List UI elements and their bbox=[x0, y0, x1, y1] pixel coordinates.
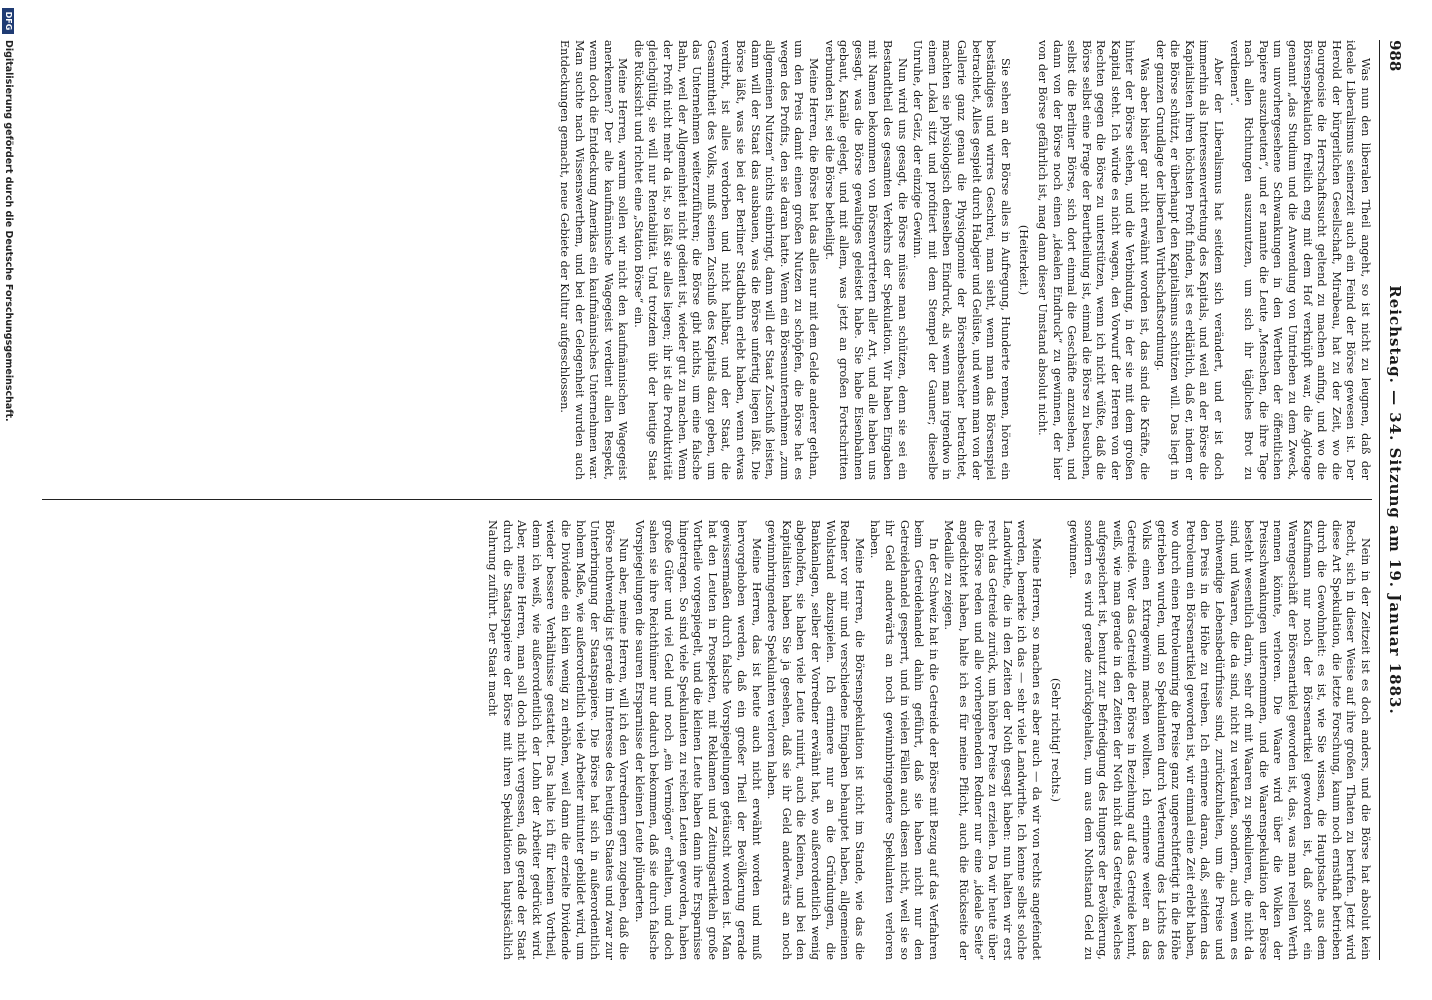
paragraph: Meine Herren, so machen es aber auch — da wir von rechts angefeindet werden, bemerke ich das — sehr viele Landwirthe. Ich kenne selbst solche Landwirthe, die in den Zeiten der Noth gesagt haben: nun halten wir erst recht das Getreide zurück, um höhere Preise zu erzielen. Da wir heute über die Börse reden und alle vorhergehenden Redner nur eine „ideale Seite“ angedichtet haben, halte ich es für meine Pflicht, auch die Rückseite der Medaille zu zeigen. bbox=[942, 520, 1043, 960]
left-column bbox=[52, 40, 1372, 480]
paragraph: In der Schweiz hat in die Getreide der Börse mit Bezug auf das Verfahren beim Getreidehandel dahin geführt, daß sie haben nicht nur den Getreidehandel gesperrt, und in vielen Fällen auch diesen nicht, weil sie so ihr Geld anderwärts an noch gewinnbringendere Spekulanten verloren haben. bbox=[868, 520, 940, 960]
dfg-logo: DFG bbox=[2, 8, 14, 34]
paragraph: Sie sehen an der Börse alles in Aufregung, Hunderte rennen, hören ein beständiges und wirres Geschrei, man sieht, wenn man das Börsenspiel betrachtet, Alles gespielt durch Habgier und Gelüste, und wenn man von der Gallerie ganz genau die Physiognomie der Börsenbesucher betrachtet, machten sie physiologisch denselben Eindruck, als wenn man irgendwo in einem Lokal sitzt und profitiert mit dem Stempel der Gauner; dieselbe Unruhe, der Geiz, der einzige Gewinn. bbox=[911, 40, 1012, 480]
page-header bbox=[1382, 40, 1404, 960]
digitization-footer bbox=[0, 0, 14, 1000]
right-column bbox=[52, 520, 1372, 960]
applause-note: (Sehr richtig! rechts.) bbox=[1048, 677, 1062, 803]
paragraph: Meine Herren, warum sollen wir nicht den kaufmännischen Wagegeist anerkennen? Der alte kaufmännische Wagegeist verdient allen Respekt, wenn doch die Entdeckung Amerikas ein kaufmännisches Unternehmen war. Man suchte nach Wissenswerthem, und bei der Gelegenheit wurden auch Entdeckungen gemacht, neue Gebiete der Kultur aufgeschlossen. bbox=[557, 40, 630, 480]
paragraph: Aber der Liberalismus hat seitdem sich verändert, und er ist doch immerhin als Interessenvertretung des Kapitals, und weil an der Börse die Kapitalisten ihren höchsten Profit finden, ist es erklärlich, daß er, indem er die Börse schützt, er überhaupt den Kapitalismus schützen will. Das liegt in der ganzen Grundlage der liberalen Wirthschaftsordnung. bbox=[1153, 40, 1226, 480]
paragraph: Was nun den liberalen Theil angeht, so ist nicht zu leugnen, daß der ideale Liberalismus seinerzeit auch ein Feind der Börse gewesen ist. Der Herold der bürgerlichen Gesellschaft, Mirabeau, hat zu der Zeit, wo die Bourgeoisie die Herrschaftssucht geltend zu machen anfing, und wo die Börsenspekulation freilich eng mit dem Hof verknüpft war, die Agiotage genannt „das Studium und die Anwendung von Umtrieben zu dem Zweck, um unvorhergesehene Schwankungen in den Werthen der öffentlichen Papiere auszubeuten“, und er nannte die Leute „Menschen, die ihre Tage nach allen Richtungen auszunutzen, um sich ihr tägliches Brot zu verdienen“. bbox=[1227, 40, 1372, 480]
paragraph: Nun wird uns gesagt, die Börse müsse man schützen, denn sie sei ein Bestandtheil des gesamten Verkehrs der Spekulation. Wir haben Eingaben mit Namen bekommen von Börsenvertretern aller Art, und alle haben uns gesagt, was die Börse gewaltiges geleistet habe. Sie habe Eisenbahnen gebaut, Kanäle gelegt, und mit allem, was jetzt an großen Fortschritten verbunden ist, sei die Börse betheiligt. bbox=[822, 40, 909, 480]
paragraph: Meine Herren, die Börse hat das alles nur mit dem Gelde anderer gethan, um den Preis damit einen großen Nutzen zu schöpfen, die Börse hat es wegen des Profits, den sie daran hatte. Wenn ein Börsenunternehmen „zum allgemeinen Nutzen“ nichts einbringt, dann will der Staat Zuschuß leisten, dann will der Staat das ausbauen, was die Börse unfertig liegen läßt. Die Börse läßt, was sie bei der Berliner Stadtbahn erlebt haben, wenn etwas verdirbt, ist alles verdorben und nicht haltbar, und der Staat, die Gesammtheit des Volks, muß seinen Zuschuß des Kapitals dazu geben, um das Unternehmen weiterzuführen; die Börse gibt nichts, um eine falsche Bahn, weil der Allgemeinheit nicht gedient ist, wieder gut zu machen. Wenn der Profit nicht mehr da ist, so läßt sie alles liegen; ihr ist die Produktivität gleichgültig, sie will nur Rentabilität. Und trotzdem übt der heutige Staat die Rücksicht und richtet eine „Station Börse“ ein. bbox=[631, 40, 821, 480]
footer-text: Digitalisierung gefördert durch die Deutsche Forschungsgemeinschaft. bbox=[3, 40, 14, 422]
page-title: Reichstag. — 34. Sitzung am 19. Januar 1883. bbox=[1386, 285, 1404, 715]
paragraph: Nein in der Zeitzeit ist es doch anders, und die Börse hat absolut kein Recht, sich in dieser Weise auf ihre großen Thaten zu berufen. Jetzt wird diese Art Spekulation, die letzte Forschung, kaum noch ernsthaft betrieben durch die Gewohnheit: es ist, wie Sie wissen, die Hauptsache aus dem Kaufmann nur noch der Börsenartikel geworden ist, daß sofort ein Warengeschäft der Börsenartikel geworden ist, das, was man reellen Werth nennen könnte, verloren. Die Waare wird über die Wolken der Preisschwankungen unternommen, und die Waarenspekulation der Börse besteht wesentlich darin, sehr oft mit Waaren zu spekulieren, die nicht da sind, und Waaren, die da sind, nicht zu verkaufen, sondern, auch wenn es nothwendige Lebensbedürfnisse sind, zurückzuhalten, um die Preise und den Preis in die Höhe zu treiben. Ich erinnere daran, daß, seitdem das Petroleum ein Börsenartikel geworden ist, wir einmal eine Zeit erlebt haben, wo durch einen Petroleumring die Preise ganz ungerechtfertigt in die Höhe getrieben wurden, und so Spekulanten durch Verteuerung des Lichts des Volks einen Extragewinn machen wollten. Ich erinnere weiter an das Getreide. Wer das Getreide der Börse in Beziehung auf das Getreide kennt, weiß, wie man gerade in den Zeiten der Noth nicht das Getreide, welches aufgespeichert ist, benutzt zur Befriedigung des Hungers der Bevölkerung, sondern es wird gerade zurückgehalten, um aus dem Nothstand Geld zu gewinnen. bbox=[1067, 520, 1372, 960]
header-rule bbox=[1379, 40, 1380, 960]
paragraph: Was aber bisher gar nicht erwähnt worden ist, das sind die Kräfte, die hinter der Börse stehen, und die Verbindung, in der sie mit dem großen Kapital steht. Ich würde es nicht wagen, den Vorwurf der Herren von der Rechten gegen die Börse zu unterstützen, wenn ich nicht wüßte, daß die Börse selbst eine Frage der Beurtheilung ist, einmal die Börse zu besuchen, selbst die Berliner Börse, sich dort einmal die Geschäfte anzusehen, und dann von der Börse noch einen „idealen Eindruck“ zu gewinnen, der hier von der Börse gefährlich ist, mag dann dieser Umstand absolut nicht. bbox=[1035, 40, 1152, 480]
paragraph: Nun aber, meine Herren, will ich den Vorrednern gern zugeben, daß die Börse nothwendig ist gerade im Interesse des heutigen Staates und zwar zur Unterbringung der Staatspapiere. Die Börse hat sich in außerordentlich hohem Maße, wie außerordentlich viele Arbeiter mitunter gebildet wird, um die Dividende ein klein wenig zu erhöhen, weil dann die erzielte Dividende wieder bessere Verhältnisse gestattet. Das halte ich für keinen Vortheil, denn ich weiß, wie außerordentlich der Lohn der Arbeiter gedrückt wird. Aber, meine Herren, man soll doch nicht vergessen, daß gerade der Staat durch die Staatspapiere der Börse mit ihren Spekulationen hauptsächlich Nahrung zuführt. Der Staat macht bbox=[485, 520, 631, 960]
applause-note: (Heiterkeit.) bbox=[1017, 224, 1031, 296]
column-divider bbox=[42, 499, 1372, 500]
paragraph: Meine Herren, das ist heute auch nicht erwähnt worden und muß hervorgehoben werden, daß ein großer Theil der Bevölkerung gerade gewissermaßen durch falsche Vorspiegelungen getäuscht worden ist. Man hat den Leuten in Prospekten, mit Reklamen und Zeitungsartikeln große Vortheile vorgespiegelt, und die kleinen Leute haben dann ihre Ersparnisse hingetragen. So sind viele Spekulanten zu reichen Leuten geworden, haben große Güter und viel Geld und noch „ein Vermögen“ erhalten, und doch sahen sie ihre Reichthümer nur dadurch bekommen, daß sie durch falsche Vorspiegelungen die sauren Ersparnisse der kleinen Leute plünderten. bbox=[632, 520, 763, 960]
paragraph: Meine Herren, die Börsenspekulation ist nicht im Stande, wie das die Redner vor mir und verschiedene Eingaben behauptet haben, allgemeinen Wohlstand abzuspielen. Ich erinnere nur an die Gründungen, die Bankanlagen, selber der Vorredner erwähnt hat, wo außerordentlich wenig abgeholfen, sie haben viele Leute ruinirt, auch die Kleinen, und bei den Kapitalisten haben Sie ja gesehen, daß sie ihr Geld anderwärts an noch gewinnbringendere Spekulanten verloren haben. bbox=[765, 520, 866, 960]
page-number: 988 bbox=[1386, 40, 1404, 72]
